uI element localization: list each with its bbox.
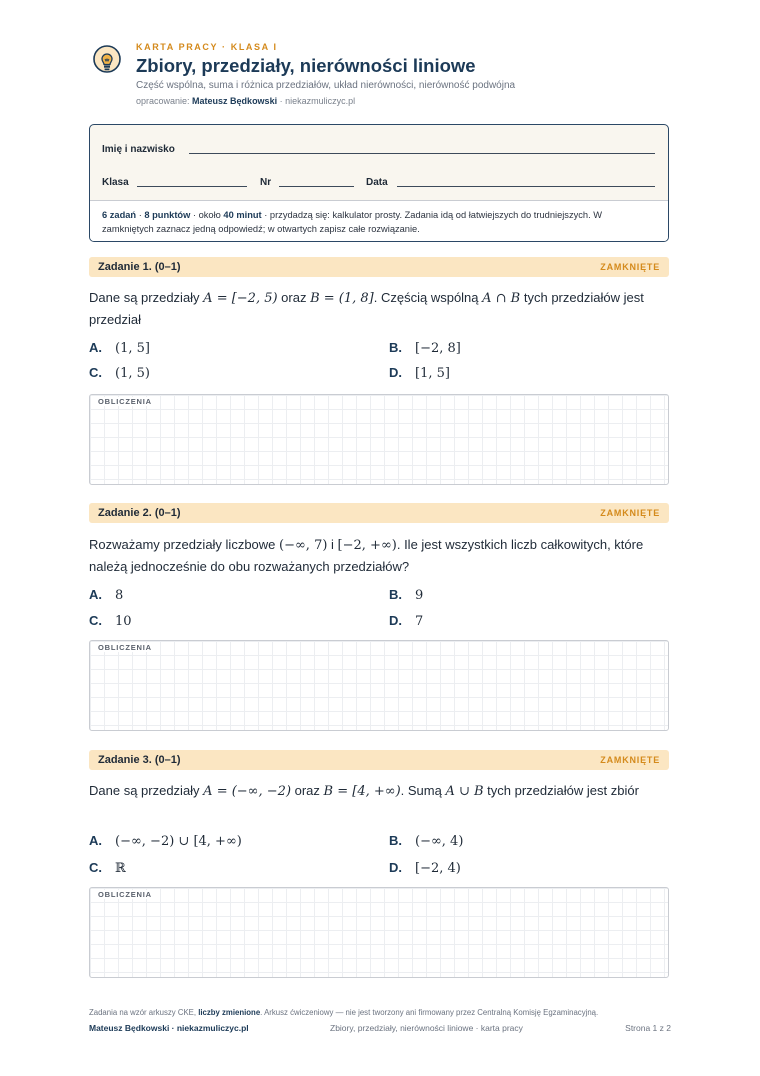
credit-author: Mateusz Będkowski [192, 96, 278, 106]
credit-site: · niekazmuliczyc.pl [277, 96, 356, 106]
calc-label: OBLICZENIA [98, 397, 152, 406]
task-1-type-badge: ZAMKNIĘTE [600, 262, 660, 272]
footer-bold: liczby zmienione [198, 1008, 261, 1017]
footer-text: . Arkusz ćwiczeniowy — nie jest tworzony ani firmowany przez Centralną Komisję Egzaminacyjną. [260, 1008, 599, 1017]
footer-disclaimer [89, 1008, 598, 1017]
date-label: Data [366, 177, 388, 188]
task-3-answer-c[interactable] [89, 860, 126, 876]
answer-letter: A. [89, 587, 102, 602]
page-number: Strona 1 z 2 [625, 1023, 671, 1033]
q-math: B = [4, +∞) [323, 784, 401, 799]
task-1-calc-area[interactable] [89, 394, 669, 485]
task-3-answer-a[interactable] [89, 833, 242, 849]
task-2-answer-b[interactable] [389, 587, 423, 603]
q-text: . Ile jest wszystkich liczb całkowitych, które należą jednocześnie do obu rozważanych przedziałów? [89, 537, 644, 574]
answer-value: (1, 5] [115, 341, 150, 356]
answer-letter: C. [89, 860, 102, 875]
answer-value: 9 [415, 588, 424, 603]
footer-text: Zadania na wzór arkuszy CKE, [89, 1008, 199, 1017]
class-label: Klasa [102, 177, 129, 188]
name-input-line[interactable] [189, 153, 655, 154]
q-math: A ∩ B [482, 291, 521, 306]
worksheet-summary [90, 200, 668, 242]
task-3-answer-d[interactable] [389, 860, 461, 876]
task-3-type-badge: ZAMKNIĘTE [600, 755, 660, 765]
task-3-calc-area[interactable] [89, 887, 669, 978]
q-text: . Częścią wspólną [373, 290, 483, 305]
answer-letter: C. [89, 613, 102, 628]
q-text: tych przedziałów jest przedział [89, 290, 644, 327]
task-2-answer-c[interactable] [89, 613, 132, 629]
answer-value: 8 [115, 588, 124, 603]
task-1-answer-b[interactable] [389, 340, 461, 356]
task-3-answer-b[interactable] [389, 833, 463, 849]
task-3-title: Zadanie 3. (0–1) [98, 754, 181, 766]
page-title: Zbiory, przedziały, nierówności liniowe [136, 55, 476, 76]
q-text: Dane są przedziały [89, 290, 204, 305]
points-total: 8 punktów [144, 210, 191, 220]
task-2-header [89, 503, 669, 523]
answer-value: 10 [115, 614, 132, 629]
page-header [90, 42, 690, 114]
nr-label: Nr [260, 177, 272, 188]
q-math: A = [−2, 5) [203, 291, 278, 306]
answer-letter: B. [389, 833, 402, 848]
summary-separator: · [136, 210, 145, 220]
answer-value: (−∞, −2) ∪ [4, +∞) [115, 834, 242, 849]
class-input-line[interactable] [137, 186, 247, 187]
page-footer [89, 1023, 671, 1035]
answer-value: 7 [415, 614, 424, 629]
time-limit: 40 minut [223, 210, 262, 220]
answer-letter: B. [389, 587, 402, 602]
task-3-question [89, 780, 669, 802]
task-2-question [89, 534, 669, 577]
q-text: tych przedziałów jest zbiór [483, 783, 639, 798]
worksheet-kicker: KARTA PRACY · KLASA I [136, 42, 278, 52]
name-label: Imię i nazwisko [102, 144, 175, 155]
answer-value: (1, 5) [115, 366, 150, 381]
task-3-header [89, 750, 669, 770]
task-1-header [89, 257, 669, 277]
answer-letter: A. [89, 340, 102, 355]
task-1-title: Zadanie 1. (0–1) [98, 261, 181, 273]
q-text: oraz [277, 290, 311, 305]
page-subtitle: Część wspólna, suma i różnica przedziałów, układ nierówności, nierówność podwójna [136, 80, 516, 91]
q-math: (−∞, 7) [279, 538, 328, 553]
summary-about: · około [190, 210, 224, 220]
footer-doc-title: Zbiory, przedziały, nierówności liniowe · karta pracy [330, 1023, 523, 1033]
q-math: [−2, +∞) [337, 538, 397, 553]
q-text: i [327, 537, 338, 552]
calc-label: OBLICZENIA [98, 890, 152, 899]
answer-value: [1, 5] [415, 366, 450, 381]
student-info-card [89, 124, 669, 242]
answer-value: [−2, 8] [415, 341, 461, 356]
credit-prefix: opracowanie: [136, 96, 193, 106]
answer-value: [−2, 4) [415, 861, 461, 876]
answer-letter: A. [89, 833, 102, 848]
nr-input-line[interactable] [279, 186, 354, 187]
answer-letter: B. [389, 340, 402, 355]
summary-rest: · przydadzą się: kalkulator prosty. Zadania idą od łatwiejszych do trudniejszych. W zamkniętych zaznacz jedną odpowiedź; w otwartych zapisz całe rozwiązanie. [102, 210, 603, 234]
calc-label: OBLICZENIA [98, 643, 152, 652]
lightbulb-icon [90, 44, 124, 80]
task-2-answer-d[interactable] [389, 613, 423, 629]
student-fields [90, 125, 668, 200]
answer-value: ℝ [115, 861, 126, 876]
task-1-answer-a[interactable] [89, 340, 150, 356]
answer-letter: D. [389, 860, 402, 875]
q-text: Rozważamy przedziały liczbowe [89, 537, 280, 552]
task-1-answer-c[interactable] [89, 365, 150, 381]
answer-letter: D. [389, 365, 402, 380]
q-text: Dane są przedziały [89, 783, 204, 798]
q-text: oraz [291, 783, 324, 798]
task-1-question [89, 287, 669, 330]
answer-letter: D. [389, 613, 402, 628]
answer-value: (−∞, 4) [415, 834, 464, 849]
date-input-line[interactable] [397, 186, 655, 187]
q-text: . Sumą [400, 783, 446, 798]
tasks-count: 6 zadań [102, 210, 137, 220]
task-2-answer-a[interactable] [89, 587, 123, 603]
q-math: A ∪ B [445, 784, 484, 799]
task-1-answer-d[interactable] [389, 365, 450, 381]
q-math: B = (1, 8] [310, 291, 374, 306]
task-2-title: Zadanie 2. (0–1) [98, 507, 181, 519]
footer-author: Mateusz Będkowski · niekazmuliczyc.pl [89, 1023, 249, 1033]
answer-letter: C. [89, 365, 102, 380]
task-2-calc-area[interactable] [89, 640, 669, 731]
author-credit [136, 96, 515, 106]
task-2-type-badge: ZAMKNIĘTE [600, 508, 660, 518]
q-math: A = (−∞, −2) [203, 784, 292, 799]
